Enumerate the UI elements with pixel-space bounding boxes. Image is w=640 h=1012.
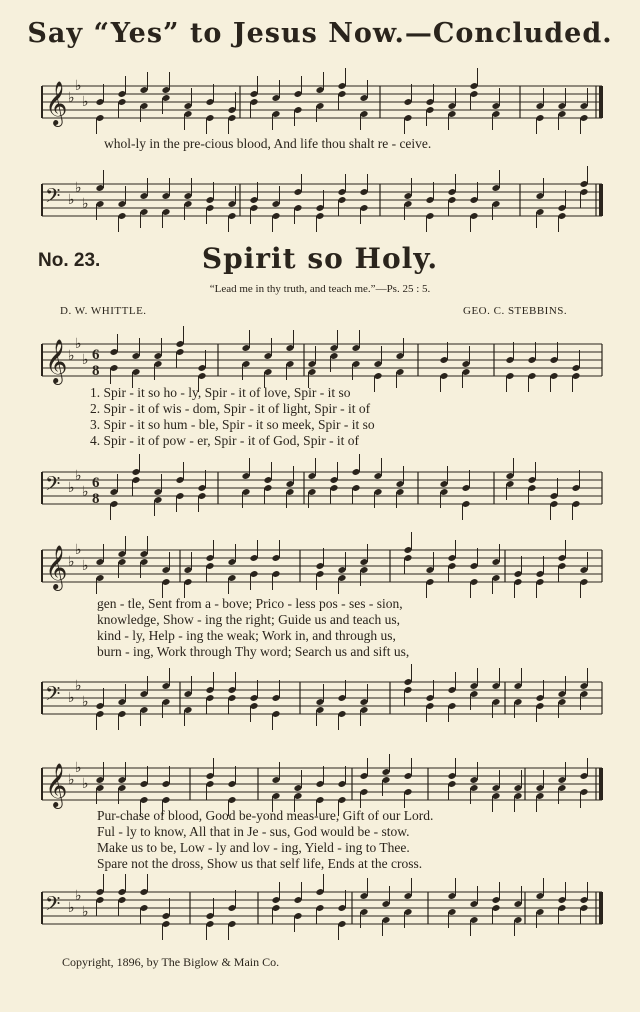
flat-icon: ♭ — [68, 554, 75, 570]
hymn-number: No. 23. — [38, 250, 101, 271]
flat-icon: ♭ — [82, 694, 89, 710]
bass-clef-icon: 𝄢 — [45, 184, 61, 212]
system2-bass-staff — [0, 676, 640, 736]
treble-clef-icon: 𝄞 — [45, 763, 68, 807]
time-signature-bottom: 8 — [92, 491, 100, 507]
flat-icon: ♭ — [82, 352, 89, 368]
flat-icon: ♭ — [68, 90, 75, 106]
flat-icon: ♭ — [68, 348, 75, 364]
verse-1-line: Pur-chase of blood, Good be-yond meas-ure, Gift of our Lord. — [97, 808, 434, 823]
bass-clef-icon: 𝄢 — [45, 892, 61, 920]
verse-2-line: knowledge, Show - ing the right; Guide us and teach us, — [97, 612, 400, 627]
flat-icon: ♭ — [82, 196, 89, 212]
flat-icon: ♭ — [75, 678, 82, 694]
prev-treble-staff — [0, 80, 640, 140]
system2-treble-staff — [0, 544, 640, 604]
verse-4-line: burn - ing, Work through Thy word; Search us and sift us, — [97, 644, 410, 659]
flat-icon: ♭ — [68, 192, 75, 208]
flat-icon: ♭ — [68, 480, 75, 496]
flat-icon: ♭ — [68, 690, 75, 706]
treble-clef-icon: 𝄞 — [45, 545, 68, 589]
system3-bass-staff — [0, 886, 640, 946]
treble-clef-icon: 𝄞 — [45, 81, 68, 125]
flat-icon: ♭ — [82, 904, 89, 920]
treble-clef-icon: 𝄞 — [45, 339, 68, 383]
flat-icon: ♭ — [82, 558, 89, 574]
composer-credit: GEO. C. STEBBINS. — [463, 305, 568, 317]
flat-icon: ♭ — [68, 772, 75, 788]
time-signature-top: 6 — [92, 347, 100, 363]
prev-bass-staff — [0, 178, 640, 238]
copyright-notice: Copyright, 1896, by The Biglow & Main Co. — [62, 955, 280, 969]
flat-icon: ♭ — [75, 468, 82, 484]
flat-icon: ♭ — [82, 94, 89, 110]
verse-4-line: 4. Spir - it of pow - er, Spir - it of God, Spir - it of — [90, 433, 360, 448]
bass-clef-icon: 𝄢 — [45, 472, 61, 500]
verse-3-line: kind - ly, Help - ing the weak; Work in, and through us, — [97, 628, 396, 643]
bass-clef-icon: 𝄢 — [45, 682, 61, 710]
verse-2-line: Ful - ly to know, All that in Je - sus, God would be - stow. — [97, 824, 410, 839]
flat-icon: ♭ — [68, 900, 75, 916]
verse-3-line: Make us to be, Low - ly and lov - ing, Yield - ing to Thee. — [97, 840, 410, 855]
time-signature-bottom: 8 — [92, 363, 100, 379]
flat-icon: ♭ — [82, 484, 89, 500]
flat-icon: ♭ — [75, 760, 82, 776]
scripture-epigraph: “Lead me in thy truth, and teach me.”—Ps. 25 : 5. — [209, 283, 431, 295]
flat-icon: ♭ — [75, 542, 82, 558]
flat-icon: ♭ — [75, 180, 82, 196]
hymn-title: Spirit so Holy. — [201, 242, 439, 275]
verse-3-line: 3. Spir - it so hum - ble, Spir - it so meek, Spir - it so — [90, 417, 375, 432]
system1-bass-staff — [0, 466, 640, 526]
verse-1-line: gen - tle, Sent from a - bove; Prico - less pos - ses - sion, — [97, 596, 403, 611]
flat-icon: ♭ — [75, 336, 82, 352]
prev-lyric-line: whol-ly in the pre-cious blood, And life thou shalt re - ceive. — [104, 136, 432, 151]
verse-4-line: Spare not the dross, Show us that self life, Ends at the cross. — [97, 856, 423, 871]
verse-1-line: 1. Spir - it so ho - ly, Spir - it of love, Spir - it so — [90, 385, 351, 400]
time-signature-top: 6 — [92, 475, 100, 491]
flat-icon: ♭ — [82, 776, 89, 792]
flat-icon: ♭ — [75, 888, 82, 904]
author-credit: D. W. WHITTLE. — [60, 305, 147, 317]
previous-hymn-title: Say “Yes” to Jesus Now.—Concluded. — [27, 18, 613, 49]
flat-icon: ♭ — [75, 78, 82, 94]
verse-2-line: 2. Spir - it of wis - dom, Spir - it of light, Spir - it of — [90, 401, 371, 416]
